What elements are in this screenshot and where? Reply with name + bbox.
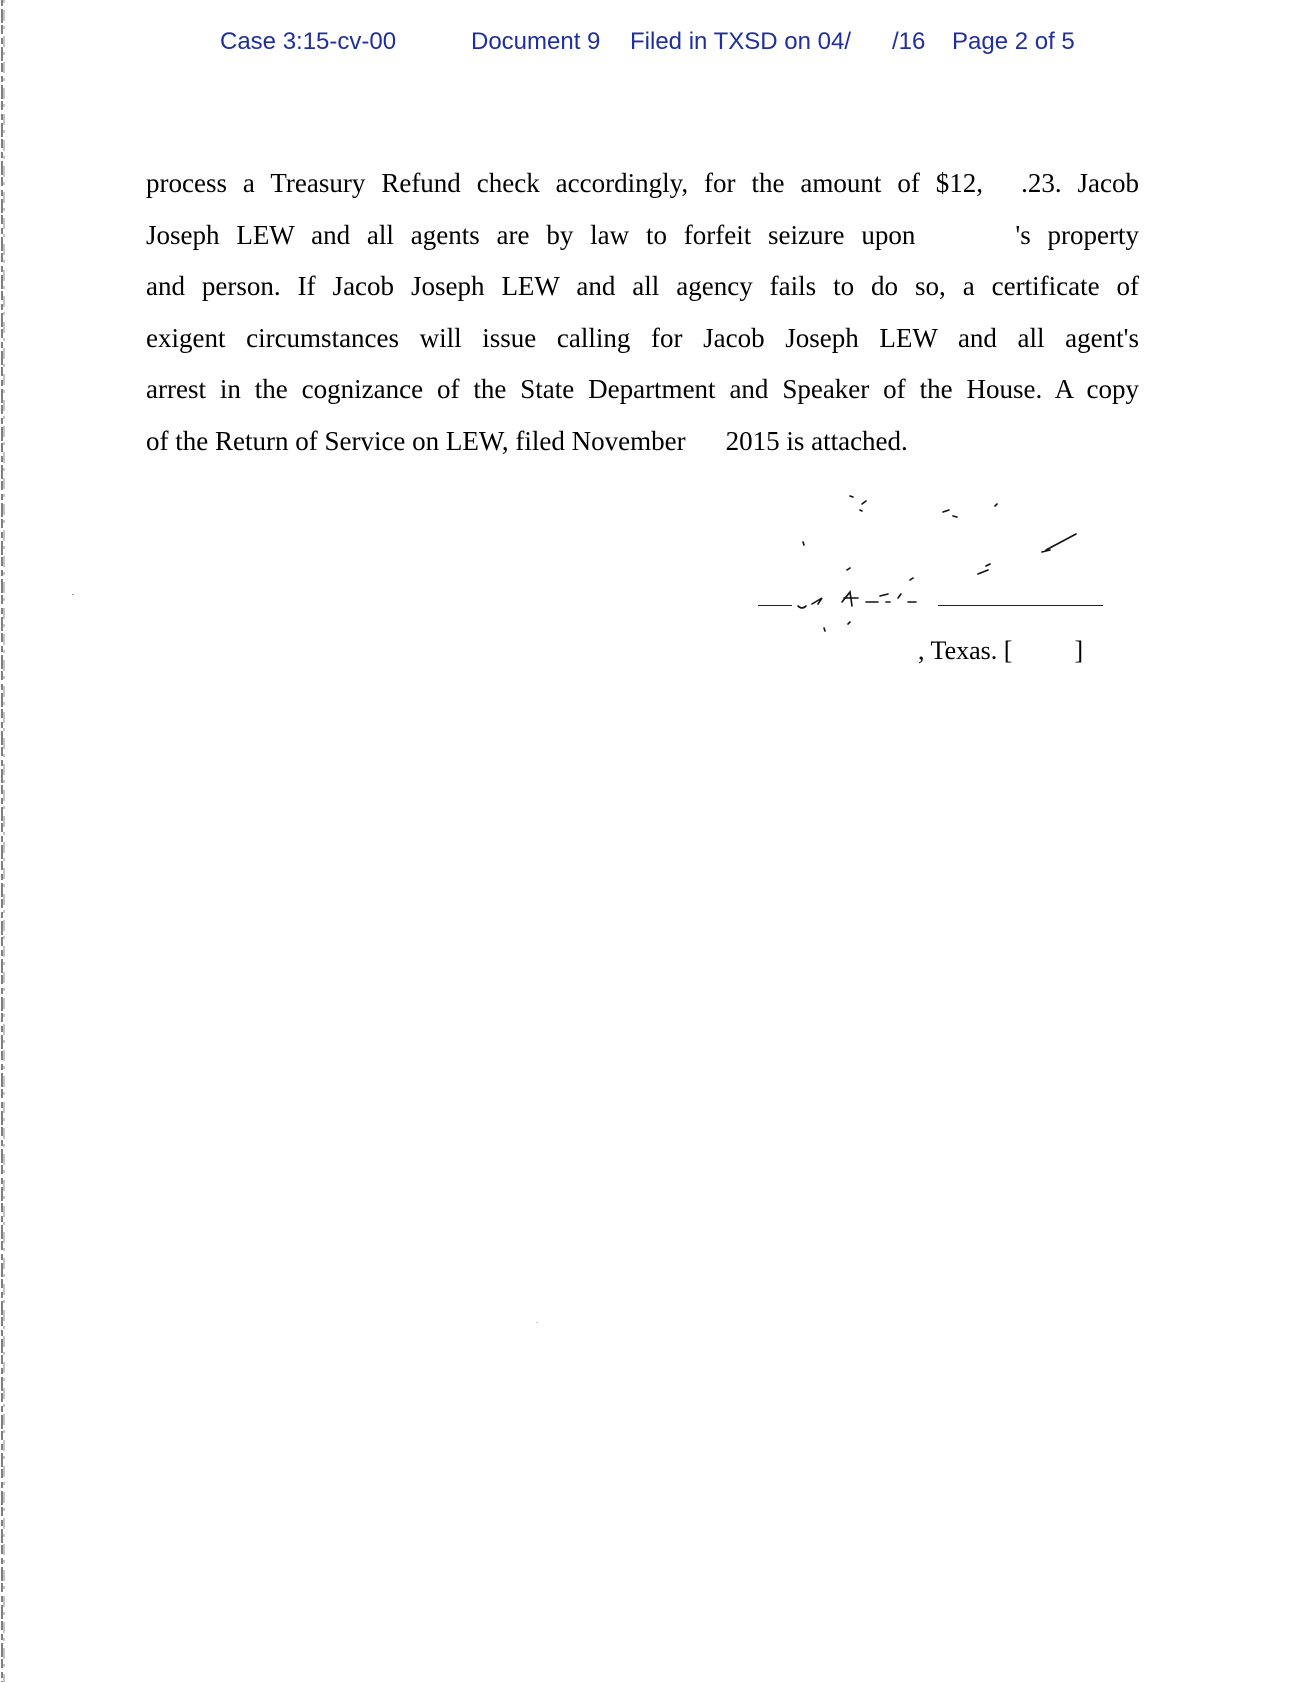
scan-edge-artifact: [0, 0, 10, 1682]
case-number: Case 3:15-cv-00: [220, 28, 397, 55]
body-line-4: exigent circumstances will issue calling for Jacob Joseph LEW and all agent's: [146, 322, 1139, 353]
body-line-2: Joseph LEW and all agents are by law to forfeit seizure upon 's property: [146, 219, 1139, 250]
document-header-stamp: [0, 28, 1300, 62]
filed-date-tail: /16: [892, 28, 926, 55]
scan-speck: [536, 1322, 538, 1323]
scan-speck: [72, 594, 74, 595]
signature-location: , Texas. [ ]: [918, 636, 1084, 665]
signature-line-left: [758, 605, 792, 606]
document-body: [146, 158, 1139, 467]
page-indicator: Page 2 of 5: [952, 28, 1075, 55]
body-line-5: arrest in the cognizance of the State Department and Speaker of the House. A copy: [146, 374, 1139, 404]
body-line-1: process a Treasury Refund check accordingly, for the amount of $12, .23. Jacob: [146, 168, 1139, 198]
body-line-6: of the Return of Service on LEW, filed November 2015 is attached.: [146, 425, 908, 456]
signature-line: [938, 605, 1103, 606]
handwritten-signature: [750, 490, 1110, 650]
document-number: Document 9: [471, 28, 601, 55]
filed-info: Filed in TXSD on 04/: [630, 28, 852, 55]
body-line-3: and person. If Jacob Joseph LEW and all agency fails to do so, a certificate of: [146, 271, 1139, 301]
